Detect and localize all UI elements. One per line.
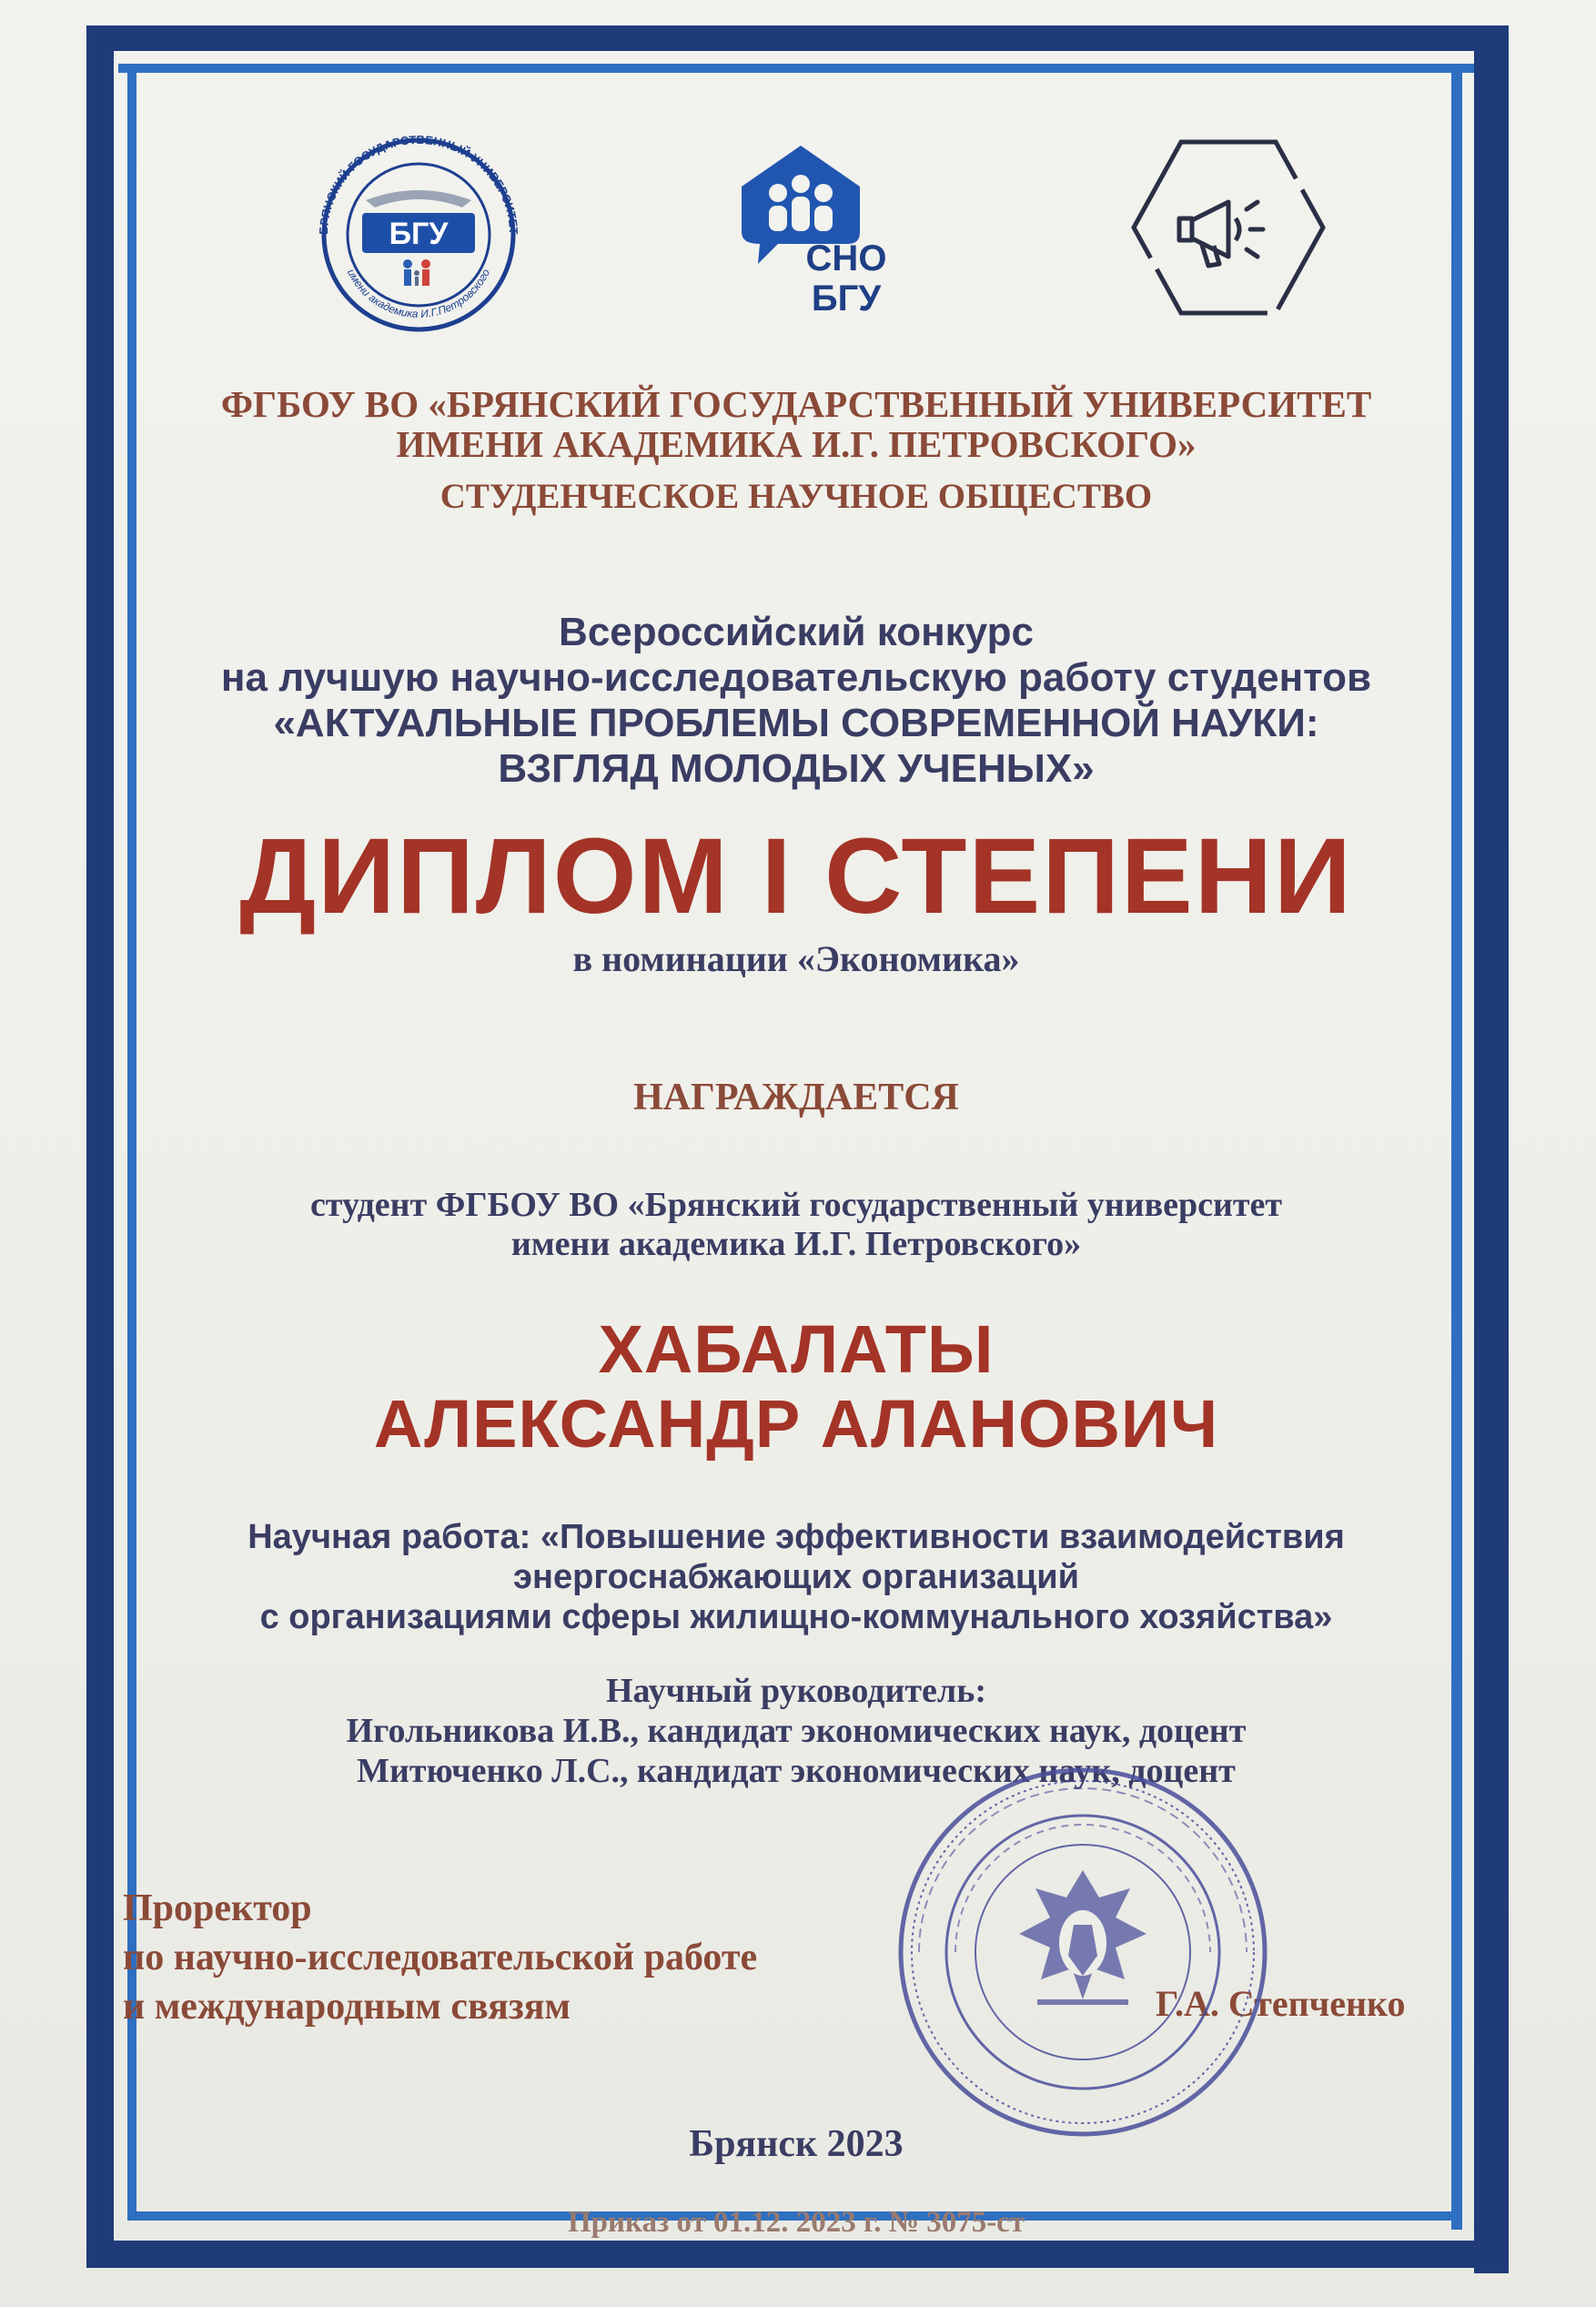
supervisor-person-1: Игольникова И.В., кандидат экономических наук, доцент [346, 1712, 1247, 1750]
sno-logo-text [792, 238, 901, 319]
bgu-ring-bottom-text: имени академика И.Г.Петровского [344, 267, 493, 320]
recipient-desc-line-2: имени академика И.Г. Петровского» [510, 1225, 1082, 1263]
recipient-desc-line-1: студент ФГБОУ ВО «Брянский государственный университет [309, 1186, 1283, 1224]
signatory-role [123, 1884, 757, 2031]
signatory-role-line-3: и международным связям [123, 1986, 571, 2028]
org-line-1: ФГБОУ ВО «БРЯНСКИЙ ГОСУДАРСТВЕННЫЙ УНИВЕРСИТЕТ [220, 383, 1372, 425]
awarded-heading: НАГРАЖДАЕТСЯ [633, 1077, 959, 1118]
order-reference: Приказ от 01.12. 2023 г. № 3075-ст [567, 2206, 1025, 2239]
frame-bottom-stripe [86, 2241, 1509, 2268]
place-year: Брянск 2023 [689, 2123, 904, 2165]
nomination: в номинации «Экономика» [572, 938, 1020, 979]
sno-logo-line2: БГУ [811, 278, 882, 319]
recipient-name: АЛЕКСАНДР АЛАНОВИЧ [373, 1386, 1219, 1462]
signatory-role-line-2: по научно-исследовательской работе [123, 1937, 758, 1978]
frame-left-stripe [86, 25, 114, 2264]
org-line-3: СТУДЕНЧЕСКОЕ НАУЧНОЕ ОБЩЕСТВО [439, 477, 1153, 516]
recipient-surname: ХАБАЛАТЫ [598, 1311, 995, 1387]
frame-right-stripe [1474, 25, 1509, 2273]
contest-line-4: ВЗГЛЯД МОЛОДЫХ УЧЕНЫХ» [498, 746, 1095, 791]
bgu-ring-top-text: БРЯНСКИЙ ГОСУДАРСТВЕННЫЙ УНИВЕРСИТЕТ [316, 135, 521, 236]
supervisor-heading: Научный руководитель: [606, 1672, 986, 1710]
work-line-1: Научная работа: «Повышение эффективности взаимодействия [247, 1518, 1345, 1556]
diploma-title: ДИПЛОМ I СТЕПЕНИ [239, 816, 1353, 936]
bgu-logo [300, 135, 537, 335]
signatory-name: Г.А. Степченко [1156, 1983, 1406, 2024]
frame-top-inner-stripe [118, 64, 1474, 73]
official-stamp [892, 1761, 1274, 2143]
supervisor-person-2: Митюченко Л.С., кандидат экономических наук, доцент [357, 1752, 1236, 1790]
org-line-2: ИМЕНИ АКАДЕМИКА И.Г. ПЕТРОВСКОГО» [396, 423, 1197, 465]
contest-line-2: на лучшую научно-исследовательскую работу студентов [220, 655, 1372, 700]
frame-top-stripe [86, 25, 1506, 51]
sno-logo-line1: СНО [805, 238, 887, 278]
bgu-abbr-text: БГУ [389, 217, 449, 251]
work-line-3: с организациями сферы жилищно-коммунального хозяйства» [259, 1598, 1333, 1636]
megaphone-logo [1128, 137, 1328, 319]
frame-right-inner-stripe [1451, 73, 1462, 2230]
work-line-2: энергоснабжающих организаций [513, 1558, 1079, 1596]
signatory-role-line-1: Проректор [123, 1887, 312, 1929]
contest-line-3: «АКТУАЛЬНЫЕ ПРОБЛЕМЫ СОВРЕМЕННОЙ НАУКИ: [273, 701, 1319, 745]
contest-line-1: Всероссийский конкурс [559, 610, 1034, 654]
